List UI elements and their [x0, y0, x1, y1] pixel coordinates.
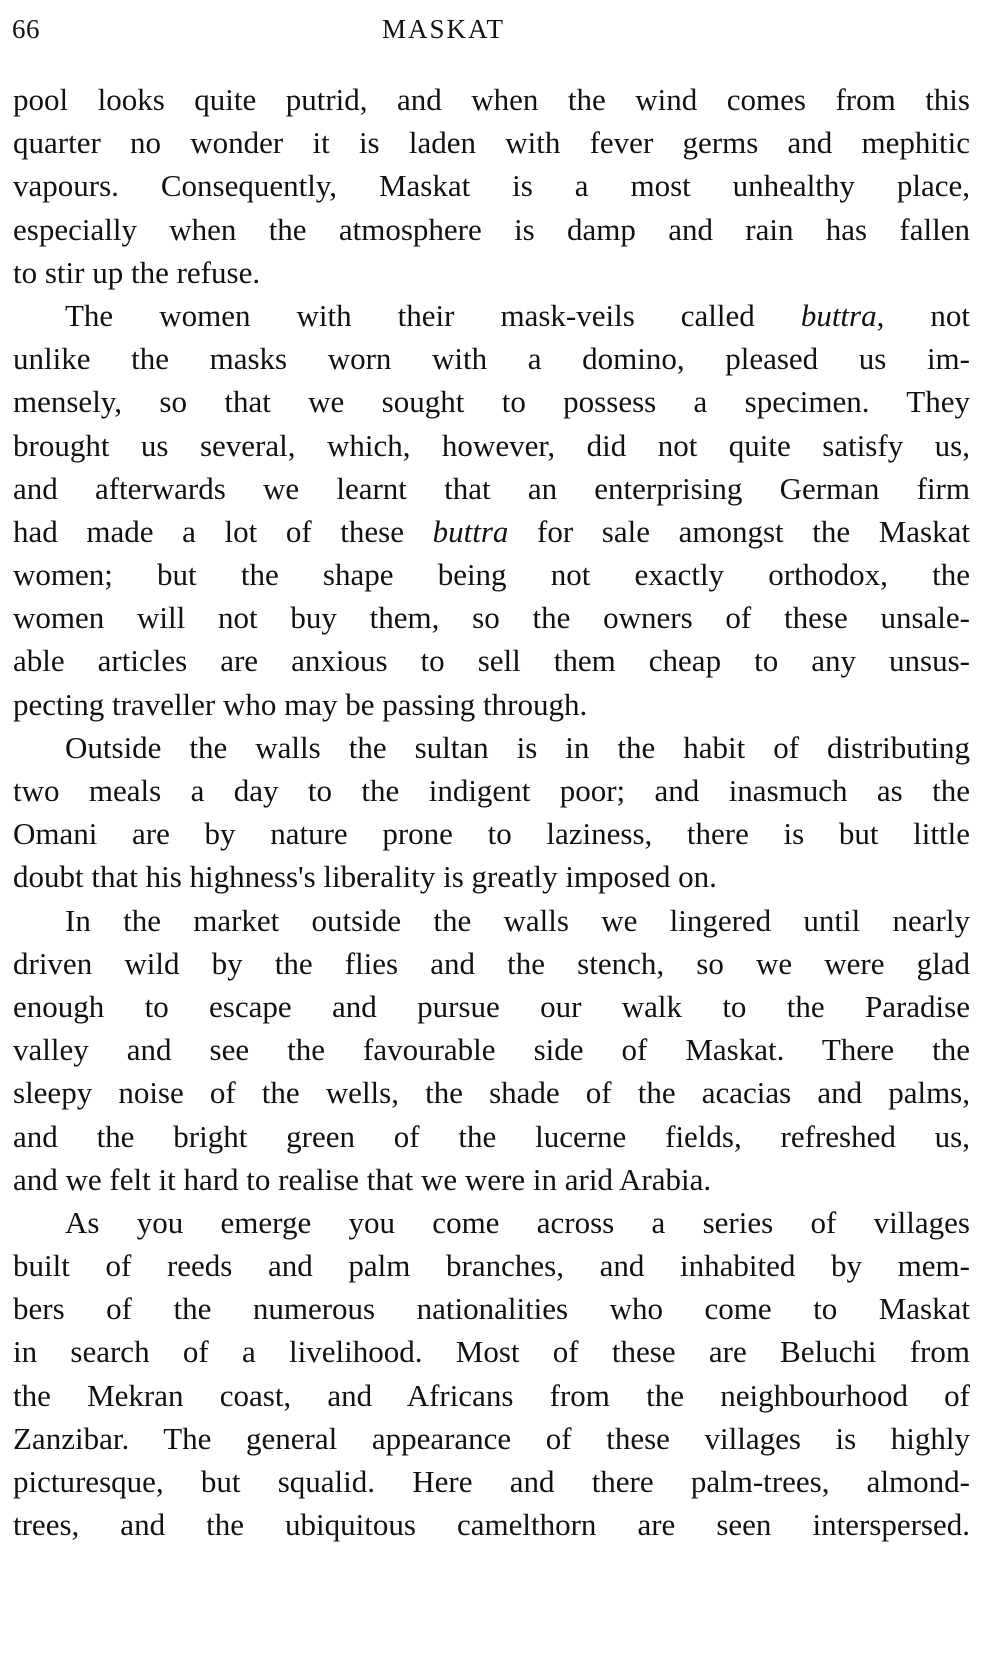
italic-term: buttra — [800, 297, 877, 333]
text-line: vapours. Consequently, Maskat is a most unhealthy place, — [13, 168, 970, 204]
text-line: had made a lot of these buttra for sale amongst the Maskat — [13, 513, 970, 549]
text-line: sleepy noise of the wells, the shade of the acacias and palms, — [13, 1075, 970, 1111]
text-line: picturesque, but squalid. Here and there palm-trees, almond- — [13, 1464, 970, 1499]
text-line: women; but the shape being not exactly orthodox, the — [13, 557, 970, 593]
paragraph — [13, 726, 970, 899]
page-header — [12, 14, 972, 50]
text-line: quarter no wonder it is laden with fever germs and mephitic — [13, 125, 970, 161]
text-line: Zanzibar. The general appearance of these villages is highly — [13, 1420, 970, 1456]
paragraph — [13, 294, 970, 726]
body-text — [13, 78, 970, 1546]
text-line: and the bright green of the lucerne fields, refreshed us, — [13, 1118, 970, 1154]
paragraph — [13, 1201, 970, 1547]
text-line: the Mekran coast, and Africans from the neighbourhood of — [13, 1377, 970, 1413]
running-head: MASKAT — [382, 14, 506, 44]
text-line: Outside the walls the sultan is in the habit of distributing — [65, 729, 970, 765]
text-line: brought us several, which, however, did not quite satisfy us, — [13, 427, 970, 463]
paragraph — [13, 899, 970, 1201]
text-line: enough to escape and pursue our walk to the Paradise — [13, 988, 970, 1024]
text-line: mensely, so that we sought to possess a specimen. They — [13, 384, 970, 420]
text-line: bers of the numerous nationalities who come to Maskat — [13, 1291, 970, 1327]
text-line: women will not buy them, so the owners of these unsale- — [13, 600, 970, 636]
text-line: able articles are anxious to sell them cheap to any unsus- — [13, 643, 970, 679]
text-line: two meals a day to the indigent poor; and inasmuch as the — [13, 773, 970, 808]
italic-term: buttra — [432, 513, 509, 549]
text-line: especially when the atmosphere is damp and rain has fallen — [13, 211, 970, 247]
text-line: to stir up the refuse. — [13, 254, 261, 290]
text-line: In the market outside the walls we lingered until nearly — [65, 902, 970, 938]
text-line: The women with their mask-veils called buttra, not — [65, 297, 970, 333]
text-line: Omani are by nature prone to laziness, there is but little — [13, 816, 970, 852]
text-line: doubt that his highness's liberality is greatly imposed on. — [13, 859, 717, 895]
text-line: pecting traveller who may be passing through. — [13, 686, 588, 722]
text-line: and afterwards we learnt that an enterprising German firm — [13, 470, 970, 506]
text-line: driven wild by the flies and the stench, so we were glad — [13, 945, 970, 981]
text-line: and we felt it hard to realise that we were in arid Arabia. — [13, 1161, 712, 1197]
text-line: in search of a livelihood. Most of these are Beluchi from — [13, 1334, 970, 1370]
text-line: built of reeds and palm branches, and inhabited by mem- — [13, 1248, 970, 1284]
text-line: trees, and the ubiquitous camelthorn are seen interspersed. — [13, 1507, 970, 1543]
page-number: 66 — [12, 14, 40, 44]
text-line: valley and see the favourable side of Maskat. There the — [13, 1032, 970, 1068]
text-line: As you emerge you come across a series of villages — [65, 1204, 970, 1240]
paragraph — [13, 78, 970, 294]
text-line: pool looks quite putrid, and when the wind comes from this — [13, 82, 970, 117]
text-line: unlike the masks worn with a domino, pleased us im- — [13, 341, 970, 377]
